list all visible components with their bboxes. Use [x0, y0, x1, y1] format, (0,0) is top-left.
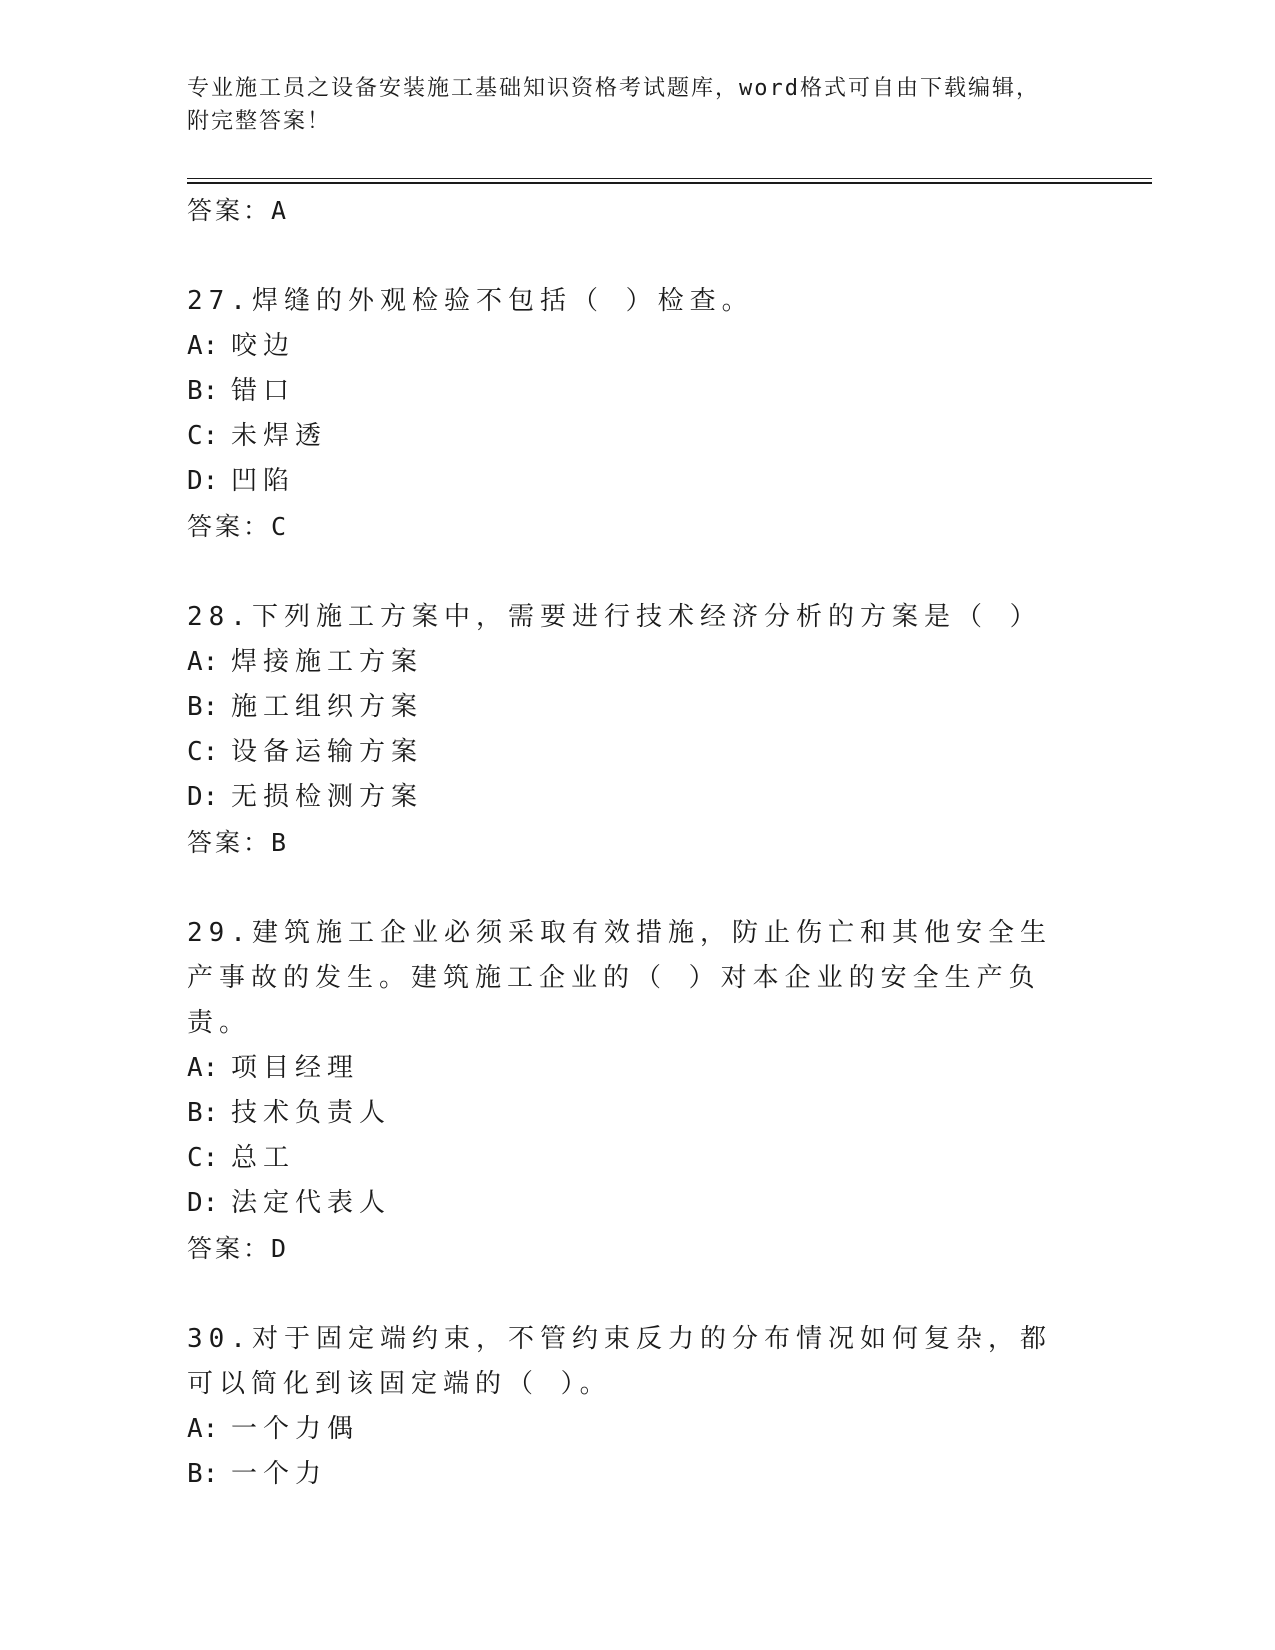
spacer	[187, 865, 1107, 911]
option-text: 技术负责人	[231, 1098, 392, 1128]
option-text: 项目经理	[231, 1053, 360, 1083]
option-text: 设备运输方案	[231, 737, 424, 767]
option-a	[187, 1046, 1107, 1091]
option-a	[187, 640, 1107, 685]
question-text: 28.下列施工方案中，需要进行技术经济分析的方案是（ ）	[187, 602, 1042, 632]
option-d	[187, 1181, 1107, 1226]
option-letter: C:	[187, 737, 219, 767]
option-letter: B:	[187, 692, 219, 722]
option-text: 未焊透	[231, 421, 328, 451]
option-b	[187, 1091, 1107, 1136]
option-letter: A:	[187, 1414, 219, 1444]
option-b	[187, 685, 1107, 730]
question-block	[187, 279, 1107, 549]
question-block	[187, 595, 1107, 865]
option-letter: A:	[187, 647, 219, 677]
answer-value: A	[271, 196, 287, 225]
option-c	[187, 1136, 1107, 1181]
spacer	[187, 1271, 1107, 1317]
answer-label: 答案：	[187, 512, 272, 541]
option-text: 法定代表人	[231, 1188, 392, 1218]
answer-line	[187, 1226, 1107, 1271]
question-text: 30.对于固定端约束，不管约束反力的分布情况如何复杂，都可以简化到该固定端的（ ）。	[187, 1324, 1052, 1399]
option-letter: C:	[187, 421, 219, 451]
option-text: 焊接施工方案	[231, 647, 424, 677]
option-letter: D:	[187, 782, 219, 812]
answer-value: C	[271, 512, 287, 541]
option-c	[187, 730, 1107, 775]
option-d	[187, 459, 1107, 504]
option-a	[187, 1407, 1107, 1452]
option-text: 一个力偶	[231, 1414, 360, 1444]
document-content	[187, 188, 1107, 1497]
option-letter: B:	[187, 1098, 219, 1128]
option-c	[187, 414, 1107, 459]
option-b	[187, 1452, 1107, 1497]
option-letter: B:	[187, 1459, 219, 1489]
option-letter: B:	[187, 376, 219, 406]
option-letter: D:	[187, 466, 219, 496]
answer-label: 答案：	[187, 1234, 272, 1263]
option-d	[187, 775, 1107, 820]
option-text: 凹陷	[231, 466, 296, 496]
question-block	[187, 911, 1107, 1271]
option-b	[187, 369, 1107, 414]
answer-line	[187, 188, 1107, 233]
header-divider-thick	[187, 182, 1152, 184]
question-block	[187, 1317, 1107, 1497]
answer-label: 答案：	[187, 828, 272, 857]
question-text: 29.建筑施工企业必须采取有效措施，防止伤亡和其他安全生产事故的发生。建筑施工企业的（ ）对本企业的安全生产负责。	[187, 918, 1052, 1038]
option-letter: A:	[187, 331, 219, 361]
header-line-2: 附完整答案！	[187, 109, 332, 134]
option-a	[187, 324, 1107, 369]
answer-value: B	[271, 828, 287, 857]
spacer	[187, 549, 1107, 595]
spacer	[187, 233, 1107, 279]
document-header	[187, 72, 1067, 138]
option-text: 总工	[231, 1143, 296, 1173]
answer-value: D	[271, 1234, 287, 1263]
answer-label: 答案：	[187, 196, 272, 225]
option-text: 无损检测方案	[231, 782, 424, 812]
option-text: 错口	[231, 376, 296, 406]
question-text: 27.焊缝的外观检验不包括（ ）检查。	[187, 286, 754, 316]
header-line-1: 专业施工员之设备安装施工基础知识资格考试题库，word格式可自由下载编辑，	[187, 76, 1040, 101]
answer-line	[187, 504, 1107, 549]
option-letter: D:	[187, 1188, 219, 1218]
header-divider-thin	[187, 178, 1152, 179]
option-text: 一个力	[231, 1459, 328, 1489]
option-letter: C:	[187, 1143, 219, 1173]
option-text: 咬边	[231, 331, 296, 361]
answer-line	[187, 820, 1107, 865]
option-letter: A:	[187, 1053, 219, 1083]
option-text: 施工组织方案	[231, 692, 424, 722]
